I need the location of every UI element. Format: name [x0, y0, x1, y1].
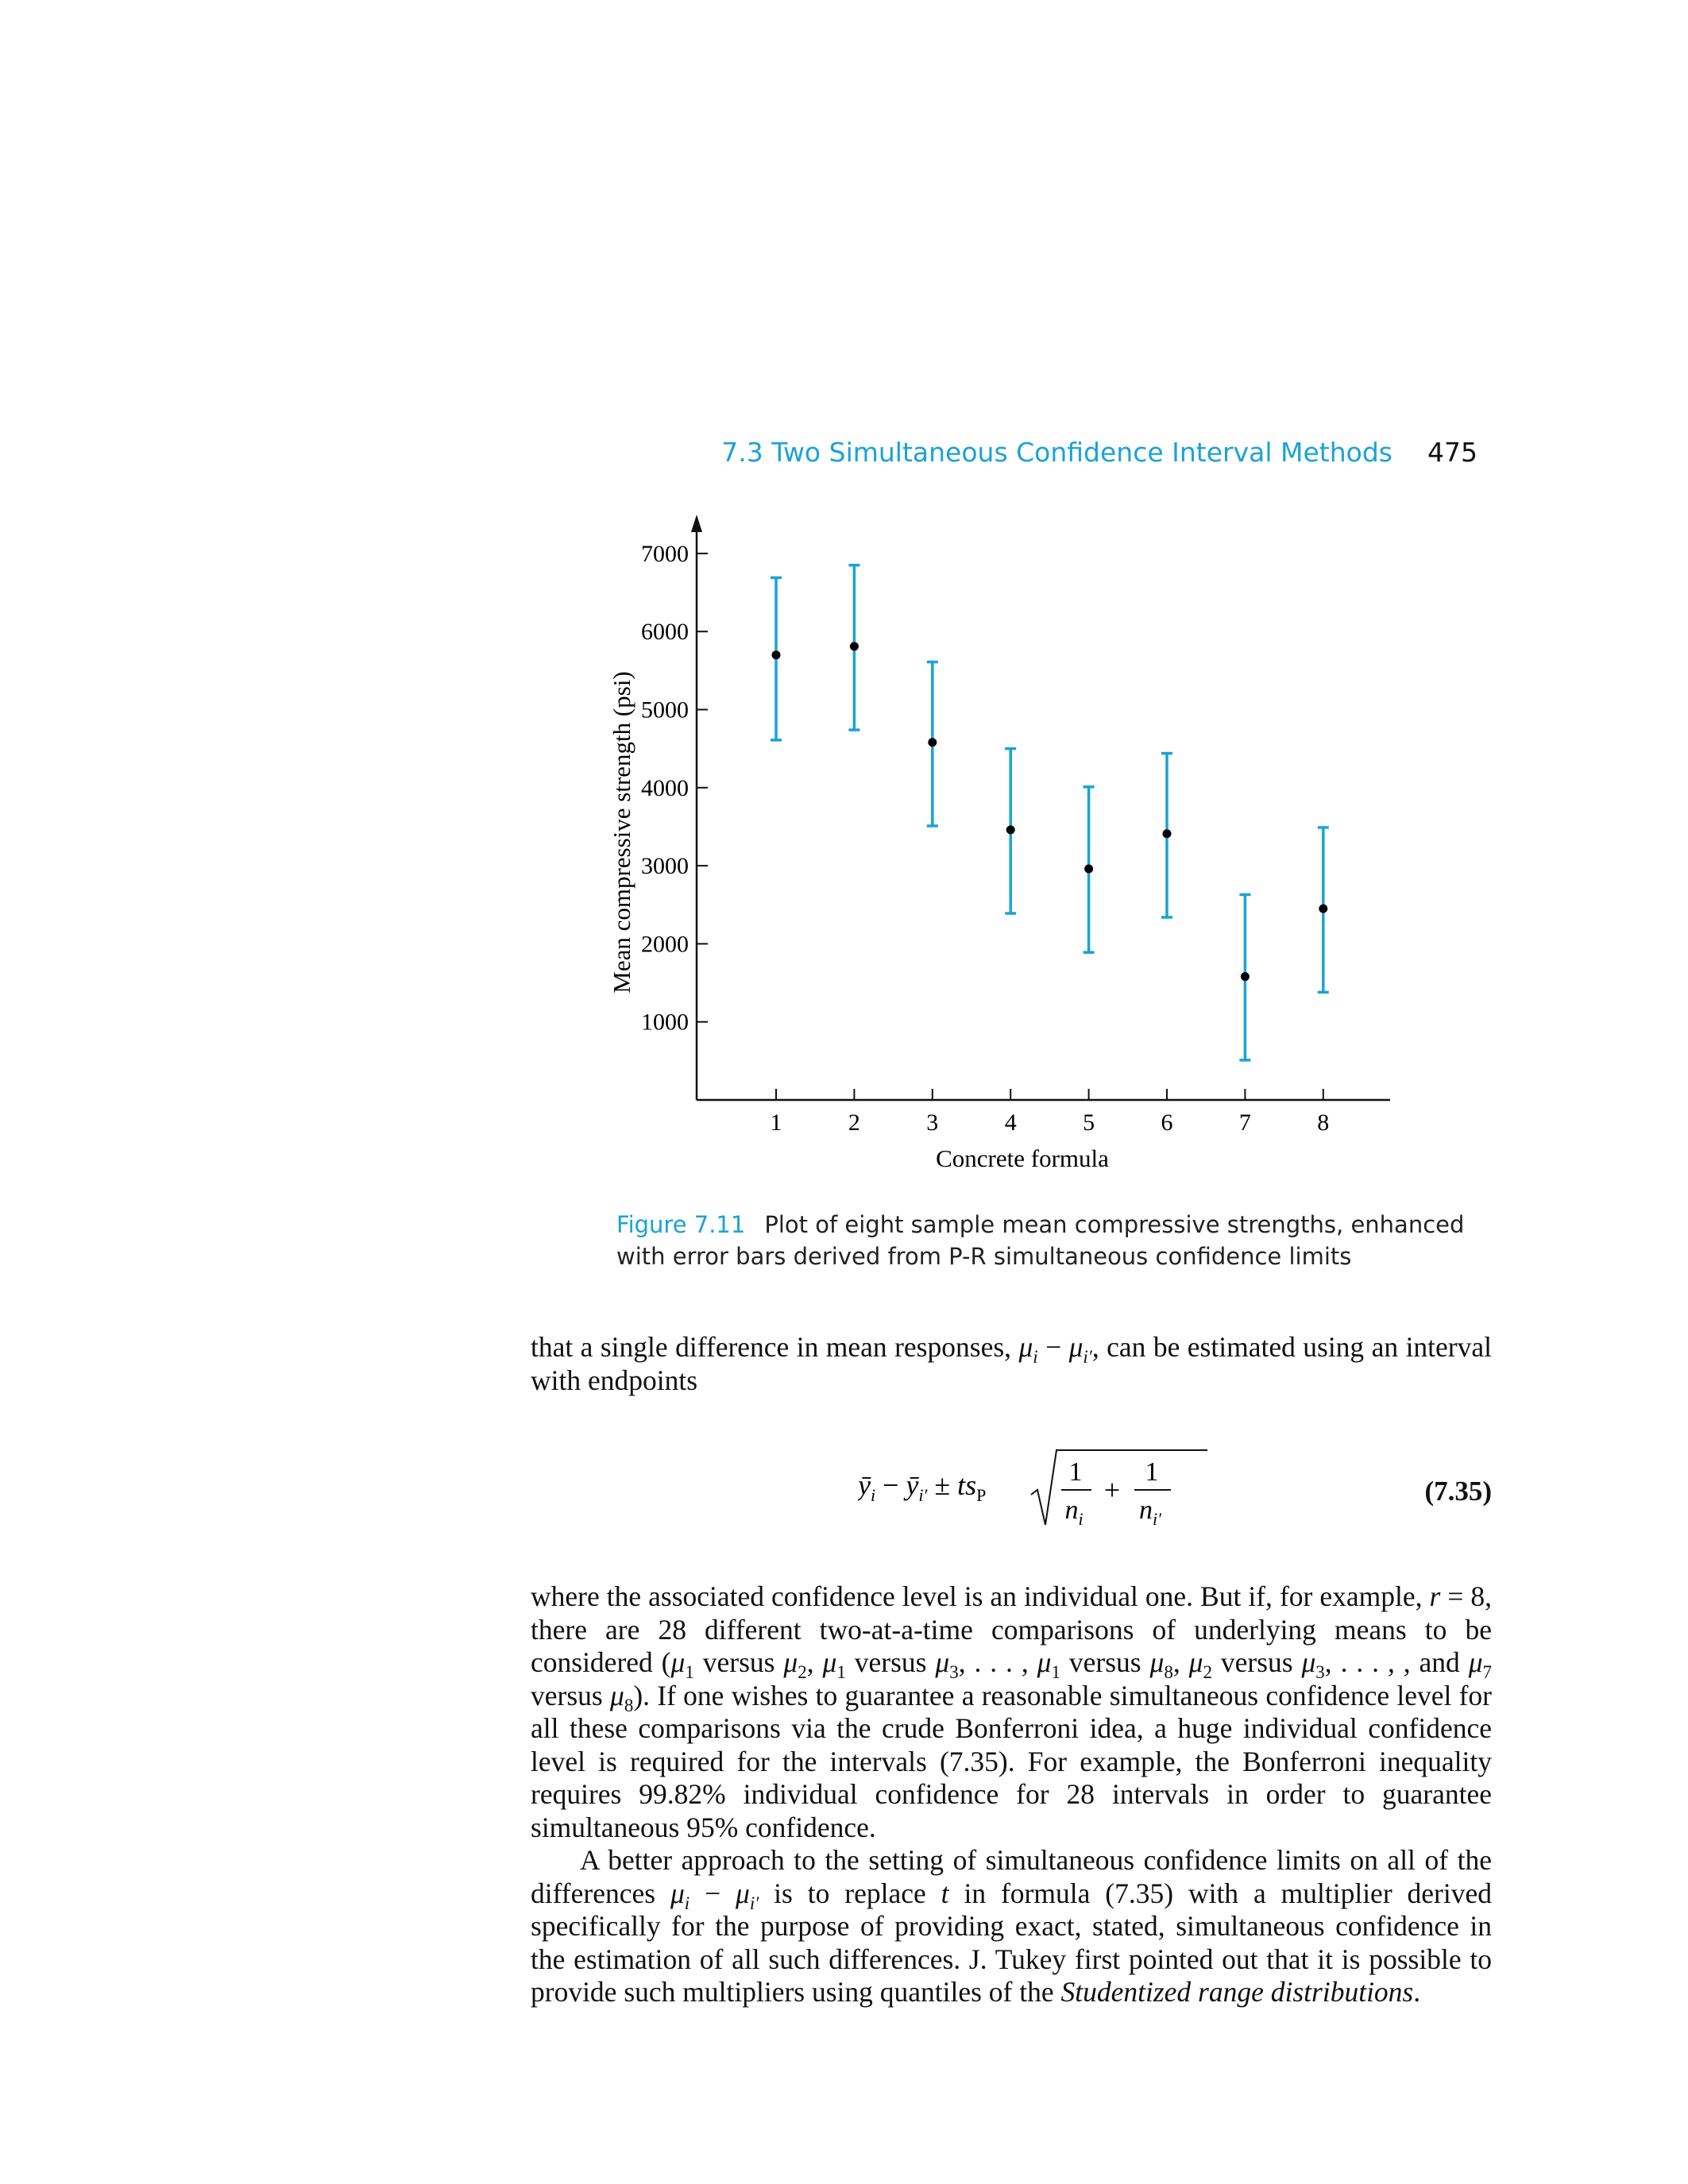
y-tick-label: 3000 — [641, 853, 689, 880]
fraction-2-denominator: $n_{i'}$ — [1139, 1495, 1161, 1529]
y-tick-label: 2000 — [641, 931, 689, 958]
error-bar-chart — [588, 508, 1414, 1191]
x-tick-label: 3 — [926, 1109, 939, 1136]
error-bars — [771, 565, 1329, 1060]
plus-sign: + — [1103, 1474, 1121, 1506]
figure-caption-text: Plot of eight sample mean compressive strengths, enhanced with error bars derived from P-R simultaneous confidence limits — [616, 1211, 1465, 1270]
fraction-2-numerator: 1 — [1145, 1457, 1159, 1487]
paragraph-bonferroni: where the associated confidence level is an individual one. But if, for example, r = 8, there are 28 different two-at-a-time comparisons of underlying means to be considered ($\mu_1$ versus $\mu_2$, $\mu_1$ versus $\mu_3$, . . . , $\mu_1$ versus $\mu_8$, $\mu_2$ versus $\mu_3$, . . . , , and $\mu_7$ versus $\mu_8$). If one wishes to guarantee a reasonable simultaneous confidence level for all these comparisons via the crude Bonferroni idea, a huge individual confidence level is required for the intervals (7.35). For example, the Bonferroni inequality requires 99.82% individual confidence for 28 intervals in order to guarantee simultaneous 95% confidence. — [531, 1580, 1493, 1843]
paragraph-body — [531, 1580, 1492, 2009]
y-tick-label: 7000 — [641, 540, 689, 567]
studentized-range-term: Studentized range distributions — [1060, 1976, 1414, 2008]
mean-point — [1084, 865, 1093, 874]
mean-point — [1319, 905, 1327, 913]
y-tick-label: 5000 — [641, 696, 689, 723]
page-number: 475 — [1427, 437, 1477, 468]
mean-point — [1163, 829, 1172, 838]
y-axis-arrow — [691, 515, 702, 532]
equation-number: (7.35) — [1424, 1476, 1492, 1507]
fraction-1-denominator: $n_i$ — [1064, 1495, 1083, 1529]
y-tick-label: 1000 — [641, 1009, 689, 1036]
equation-lhs: $ȳ_i$ − $ȳ_{i'} \pm ts_P$ — [858, 1469, 987, 1505]
figure-label: Figure 7.11 — [616, 1211, 746, 1238]
equation-7-35 — [858, 1445, 1207, 1541]
figure-caption — [616, 1209, 1482, 1272]
mean-point — [850, 642, 859, 650]
y-tick-label: 4000 — [641, 774, 689, 801]
x-tick-label: 1 — [770, 1109, 782, 1136]
y-ticks — [641, 541, 708, 1036]
x-tick-label: 5 — [1083, 1109, 1095, 1136]
x-tick-label: 4 — [1004, 1109, 1017, 1136]
x-ticks — [771, 1089, 1330, 1136]
mean-point — [772, 650, 781, 659]
mean-point — [1006, 825, 1015, 834]
x-tick-label: 7 — [1238, 1109, 1251, 1136]
paragraph-intro: that a single difference in mean responses, $\mu_i - \mu_{i'}$, can be estimated using an interval with endpoints — [531, 1331, 1492, 1396]
y-axis-label: Mean compressive strength (psi) — [608, 671, 635, 994]
x-tick-label: 2 — [848, 1109, 860, 1136]
section-title: 7.3 Two Simultaneous Confidence Interval Methods — [721, 437, 1393, 468]
mean-point — [1241, 972, 1250, 981]
fraction-1-numerator: 1 — [1068, 1457, 1083, 1487]
x-tick-label: 6 — [1161, 1109, 1173, 1136]
y-tick-label: 6000 — [641, 619, 689, 646]
chart-axes — [691, 515, 1390, 1100]
paragraph-tukey: A better approach to the setting of simultaneous confidence limits on all of the differences $\mu_i - \mu_{i'}$ is to replace t in formula (7.35) with a multiplier derived specifically for the purpose of providing exact, stated, simultaneous confidence in the estimation of all such differences. J. Tukey first pointed out that it is possible to provide such multipliers using quantiles of the Studentized range distributions. — [531, 1844, 1492, 2008]
x-tick-label: 8 — [1317, 1109, 1330, 1136]
mean-point — [928, 738, 937, 747]
x-axis-label: Concrete formula — [936, 1144, 1109, 1172]
running-head — [524, 437, 1477, 469]
